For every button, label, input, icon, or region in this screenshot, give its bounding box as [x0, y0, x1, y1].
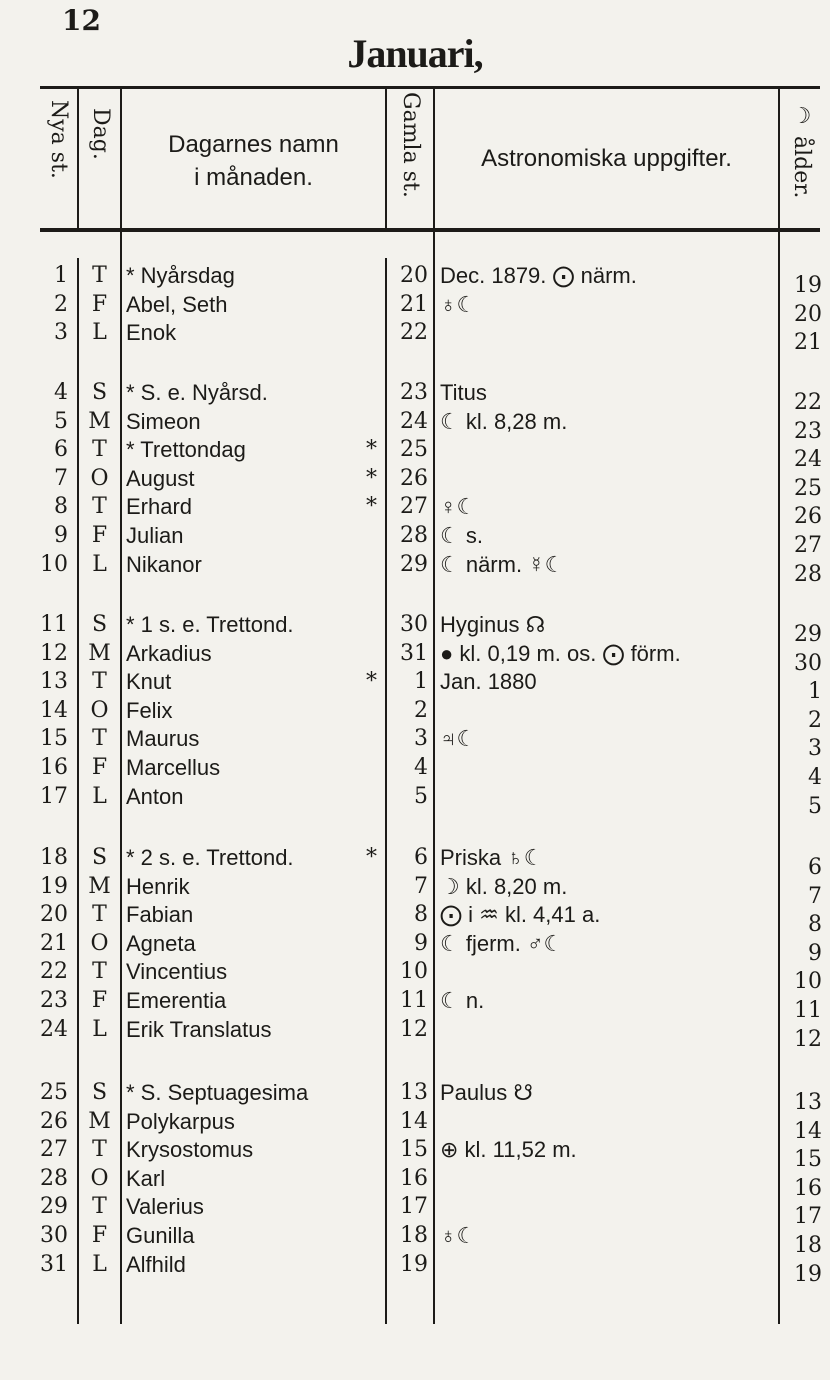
day-name: Erik Translatus [126, 1016, 272, 1042]
day-name: Nikanor [126, 551, 202, 577]
astronomical-note: ♁☾ [440, 1223, 477, 1248]
day-name: Erhard [126, 494, 193, 520]
old-style-day: 16 [400, 1165, 428, 1191]
weekday-letter: T [92, 263, 107, 288]
old-style-day: 11 [400, 988, 428, 1013]
new-style-day: 9 [54, 523, 68, 548]
old-style-day: 4 [414, 755, 428, 780]
old-style-day: 22 [400, 320, 428, 346]
new-style-day: 12 [40, 640, 68, 666]
day-name: Maurus [126, 726, 200, 752]
day-name: Emerentia [126, 988, 227, 1013]
day-name: Fabian [126, 902, 194, 928]
astronomical-note: ⊕ kl. 11,52 m. [440, 1137, 577, 1163]
moon-age: 29 [794, 622, 822, 647]
new-style-day: 2 [54, 291, 68, 317]
day-name: * S. e. Nyårsd. [126, 380, 268, 405]
moon-age: 21 [794, 330, 822, 356]
new-style-day: 4 [54, 380, 68, 405]
moon-age: 17 [794, 1204, 822, 1230]
astronomical-note: Paulus ☋ [440, 1080, 533, 1105]
header-names [122, 128, 385, 194]
weekday-letter: L [92, 783, 107, 809]
old-style-day: 30 [400, 612, 428, 637]
astronomical-note: ☾ närm. ☿☾ [440, 551, 565, 577]
weekday-letter: M [88, 408, 111, 434]
new-style-day: 20 [40, 902, 68, 928]
old-style-day: 1 [414, 669, 428, 695]
old-style-day: 26 [400, 465, 428, 491]
weekday-letter: M [88, 1108, 111, 1134]
old-style-mark: * [366, 437, 377, 463]
new-style-day: 7 [54, 465, 68, 491]
old-style-day: 28 [400, 523, 428, 548]
day-name: Agneta [126, 930, 196, 956]
old-style-day: 10 [400, 959, 428, 985]
new-style-day: 1 [54, 263, 68, 288]
moon-age: 11 [794, 998, 822, 1023]
astronomical-note: ♀☾ [440, 494, 477, 520]
old-style-day: 7 [414, 873, 428, 899]
weekday-letter: T [92, 902, 107, 928]
astronomical-note: Titus [440, 380, 487, 405]
new-style-day: 18 [40, 845, 68, 870]
day-name: Marcellus [126, 755, 221, 780]
weekday-letter: S [91, 845, 108, 870]
header-top-rule [40, 86, 820, 89]
weekday-letter: L [92, 1251, 107, 1277]
old-style-mark: * [366, 669, 377, 695]
moon-age: 12 [794, 1026, 822, 1052]
weekday-letter: F [91, 291, 108, 317]
day-name: Vincentius [126, 959, 228, 985]
day-name: Karl [126, 1165, 166, 1191]
header-moon-age: ☽ ålder. [789, 104, 814, 199]
moon-age: 19 [794, 273, 822, 298]
header-names-line2: i månaden. [194, 164, 313, 191]
day-name: * Trettondag [126, 437, 246, 463]
new-style-day: 15 [40, 726, 68, 752]
new-style-day: 26 [40, 1108, 68, 1134]
new-style-day: 16 [40, 755, 68, 780]
astronomical-note: Priska ♄☾ [440, 845, 544, 870]
astronomical-note: ♃☾ [440, 726, 477, 752]
weekday-letter: T [92, 1137, 107, 1163]
astronomical-note: ☾ kl. 8,28 m. [440, 408, 568, 434]
new-style-day: 24 [40, 1016, 68, 1042]
page-title: Januari, [347, 31, 483, 76]
old-style-day: 5 [414, 783, 428, 809]
weekday-letter: L [92, 1016, 107, 1042]
old-style-day: 21 [400, 291, 428, 317]
new-style-day: 13 [40, 669, 68, 695]
weekday-letter: T [92, 1194, 107, 1220]
day-name: * Nyårsdag [126, 263, 235, 288]
new-style-day: 30 [40, 1223, 68, 1248]
weekday-letter: O [90, 697, 109, 723]
moon-age: 20 [794, 301, 822, 327]
weekday-letter: S [91, 612, 108, 637]
old-style-day: 19 [400, 1251, 428, 1277]
new-style-day: 14 [40, 697, 68, 723]
old-style-day: 18 [400, 1223, 428, 1248]
header-day: Dag. [88, 108, 113, 160]
weekday-letter: O [90, 930, 109, 956]
weekday-letter: F [91, 1223, 108, 1248]
old-style-day: 8 [414, 902, 428, 928]
day-name: Arkadius [126, 640, 212, 666]
astronomical-note: ☽ kl. 8,20 m. [440, 873, 568, 899]
astronomical-note: ☾ fjerm. ♂☾ [440, 930, 564, 956]
moon-age: 28 [794, 561, 822, 587]
old-style-mark: * [366, 465, 377, 491]
weekday-letter: M [88, 873, 111, 899]
new-style-day: 3 [54, 320, 68, 346]
day-name: * 2 s. e. Trettond. [126, 845, 294, 870]
new-style-day: 17 [40, 783, 68, 809]
day-name: Gunilla [126, 1223, 195, 1248]
weekday-letter: S [91, 380, 108, 405]
moon-age: 22 [794, 390, 822, 415]
old-style-day: 2 [414, 697, 428, 723]
new-style-day: 23 [40, 988, 68, 1013]
moon-age: 27 [794, 533, 822, 558]
weekday-letter: F [91, 523, 108, 548]
header-bottom-rule [40, 228, 820, 232]
new-style-day: 31 [40, 1251, 68, 1277]
moon-age: 13 [794, 1090, 822, 1115]
moon-age: 1 [808, 679, 822, 705]
astronomical-note: Dec. 1879. ⨀ närm. [440, 263, 637, 288]
astronomical-note: ⨀ i ♒ kl. 4,41 a. [440, 902, 601, 928]
weekday-letter: F [91, 988, 108, 1013]
moon-age: 24 [794, 447, 822, 473]
moon-age: 16 [794, 1175, 822, 1201]
day-name: * S. Septuagesima [126, 1080, 309, 1105]
old-style-day: 3 [414, 726, 428, 752]
header-old-style: Gamla st. [398, 92, 423, 198]
page-number: 12 [62, 4, 101, 37]
weekday-letter: O [90, 1165, 109, 1191]
moon-age: 18 [794, 1233, 822, 1258]
new-style-day: 22 [40, 959, 68, 985]
new-style-day: 19 [40, 873, 68, 899]
moon-age: 10 [794, 969, 822, 995]
new-style-day: 5 [54, 408, 68, 434]
day-name: Henrik [126, 873, 190, 899]
astronomical-note: ☾ n. [440, 988, 485, 1013]
new-style-day: 6 [54, 437, 68, 463]
moon-age: 26 [794, 504, 822, 530]
new-style-day: 29 [40, 1194, 68, 1220]
old-style-day: 13 [400, 1080, 428, 1105]
weekday-letter: T [92, 726, 107, 752]
day-name: August [126, 465, 195, 491]
header-divider [77, 86, 79, 228]
old-style-mark: * [366, 845, 377, 870]
day-name: Polykarpus [126, 1108, 235, 1134]
weekday-letter: T [92, 959, 107, 985]
old-style-day: 31 [400, 640, 428, 666]
header-astronomy: Astronomiska uppgifter. [481, 145, 732, 172]
moon-age: 8 [808, 912, 822, 938]
old-style-day: 12 [400, 1016, 428, 1042]
weekday-letter: S [91, 1080, 108, 1105]
old-style-day: 20 [400, 263, 428, 288]
moon-age: 6 [808, 855, 822, 880]
new-style-day: 11 [40, 612, 68, 637]
moon-age: 19 [794, 1261, 822, 1287]
day-name: Anton [126, 783, 184, 809]
old-style-day: 15 [400, 1137, 428, 1163]
astronomical-note: Jan. 1880 [440, 669, 537, 695]
old-style-day: 25 [400, 437, 428, 463]
weekday-letter: T [92, 494, 107, 520]
moon-age: 25 [794, 475, 822, 501]
moon-age: 9 [808, 940, 822, 966]
day-name: Abel, Seth [126, 291, 228, 317]
old-style-day: 6 [414, 845, 428, 870]
moon-age: 5 [808, 793, 822, 819]
astronomical-note: ♁☾ [440, 291, 477, 317]
day-name: * 1 s. e. Trettond. [126, 612, 294, 637]
header-new-style: Nya st. [46, 100, 71, 179]
new-style-day: 25 [40, 1080, 68, 1105]
weekday-letter: F [91, 755, 108, 780]
day-name: Julian [126, 523, 184, 548]
moon-age: 2 [808, 707, 822, 733]
day-name: Valerius [126, 1194, 204, 1220]
old-style-day: 23 [400, 380, 428, 405]
moon-age: 3 [808, 736, 822, 762]
weekday-letter: L [92, 320, 107, 346]
new-style-day: 28 [40, 1165, 68, 1191]
old-style-day: 27 [400, 494, 428, 520]
old-style-mark: * [366, 494, 377, 520]
moon-age: 23 [794, 418, 822, 444]
day-name: Felix [126, 697, 173, 723]
moon-age: 4 [808, 765, 822, 790]
moon-age: 30 [794, 650, 822, 676]
new-style-day: 21 [40, 930, 68, 956]
moon-age: 14 [794, 1118, 822, 1144]
moon-age: 15 [794, 1147, 822, 1173]
header-divider [778, 86, 780, 228]
new-style-day: 27 [40, 1137, 68, 1163]
old-style-day: 29 [400, 551, 428, 577]
header-names-line1: Dagarnes namn [168, 131, 339, 158]
weekday-letter: M [88, 640, 111, 666]
old-style-day: 17 [400, 1194, 428, 1220]
day-name: Krysostomus [126, 1137, 254, 1163]
day-name: Knut [126, 669, 172, 695]
old-style-day: 14 [400, 1108, 428, 1134]
day-name: Alfhild [126, 1251, 186, 1277]
new-style-day: 8 [54, 494, 68, 520]
astronomical-note: Hyginus ☊ [440, 612, 546, 637]
day-name: Simeon [126, 408, 201, 434]
weekday-letter: T [92, 437, 107, 463]
moon-age: 7 [808, 883, 822, 909]
day-name: Enok [126, 320, 177, 346]
header-divider [385, 86, 387, 228]
old-style-day: 24 [400, 408, 428, 434]
column-divider [120, 232, 122, 1324]
astronomical-note: ● kl. 0,19 m. os. ⨀ förm. [440, 640, 681, 666]
astronomical-note: ☾ s. [440, 523, 483, 548]
weekday-letter: O [90, 465, 109, 491]
weekday-letter: T [92, 669, 107, 695]
new-style-day: 10 [40, 551, 68, 577]
weekday-letter: L [92, 551, 107, 577]
old-style-day: 9 [414, 930, 428, 956]
column-divider [433, 232, 435, 1324]
